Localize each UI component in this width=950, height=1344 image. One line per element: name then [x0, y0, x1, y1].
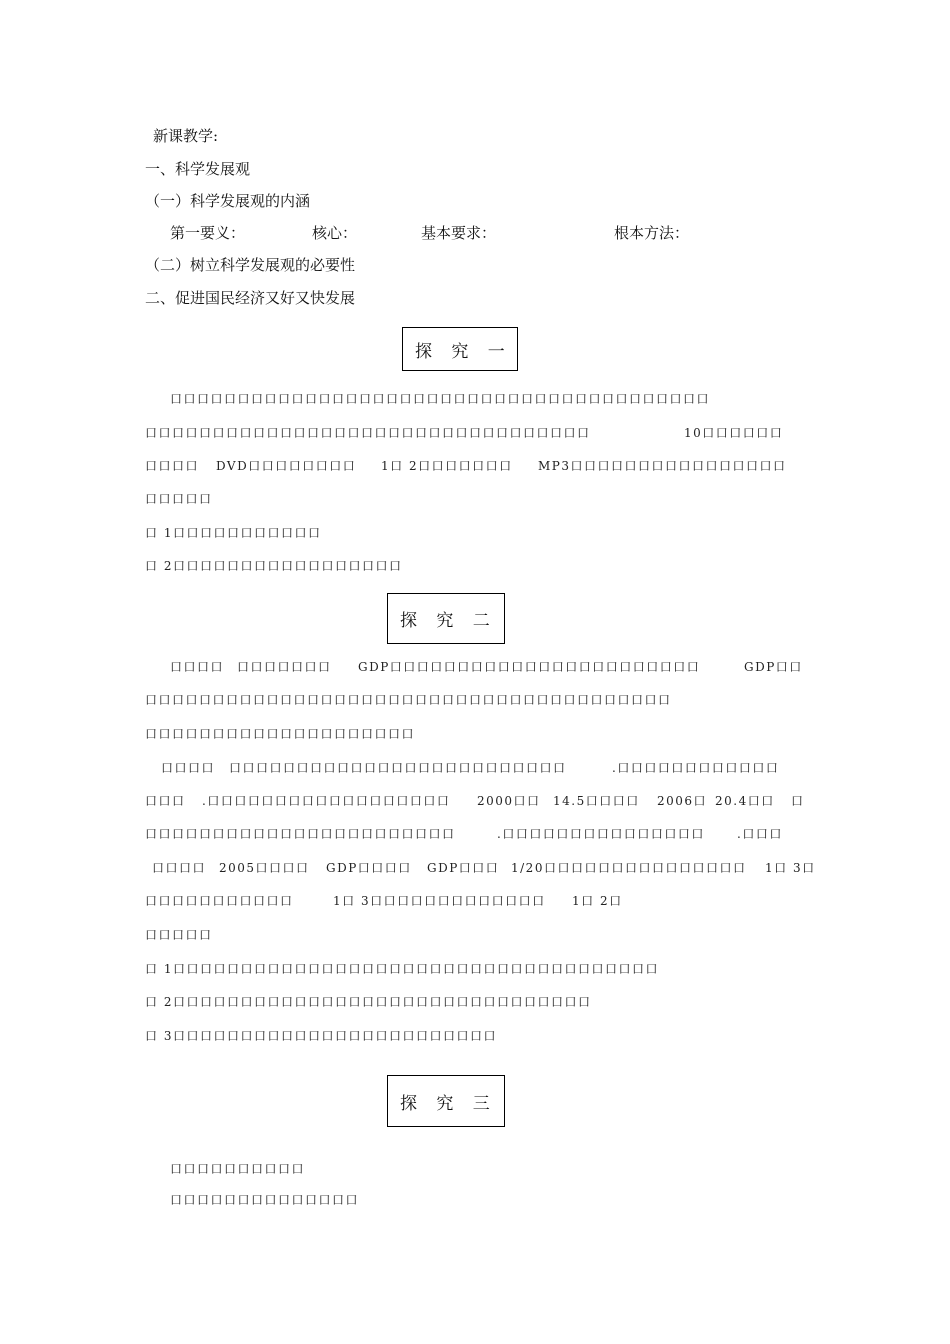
inquiry-2-text: GDP口口口	[427, 861, 500, 875]
inquiry-2-text: 2005口口口口	[219, 861, 310, 875]
item-first-meaning: 第一要义：	[170, 224, 246, 242]
inquiry-3-text: 口口口口口口口口口口口口口口	[170, 1193, 360, 1207]
inquiry-3-text: 口口口口口口口口口口	[170, 1162, 306, 1176]
inquiry-1-text: 口口口口	[145, 459, 200, 473]
inquiry-2-text: 口口口口	[170, 660, 225, 674]
inquiry-2-text: 口口口口	[161, 761, 216, 775]
inquiry-1-text: 1口 2口口口口口口口	[381, 459, 513, 473]
inquiry-2-text: 口口口口口口口口口口口	[145, 894, 294, 908]
inquiry-2-text: 口口口口口口口	[237, 660, 332, 674]
inquiry-2-text: 14.5口口口口	[553, 794, 640, 808]
inquiry-2-text: .口口口口口口口口口口口口	[612, 761, 780, 775]
section-2-title: 二、促进国民经济又好又快发展	[145, 289, 356, 307]
inquiry-1-text: DVD口口口口口口口口	[216, 459, 357, 473]
inquiry-2-text: .口口口口口口口口口口口口口口口口口口	[202, 794, 451, 808]
inquiry-1-question: 口 1口口口口口口口口口口口	[145, 526, 322, 540]
inquiry-2-question: 口 3口口口口口口口口口口口口口口口口口口口口口口口口	[145, 1029, 497, 1043]
inquiry-1-text: 口口口口口	[145, 492, 213, 506]
inquiry-2-text: .口口口	[737, 827, 783, 841]
inquiry-2-text: 1口 2口	[572, 894, 623, 908]
inquiry-2-text: 口口口口口	[145, 928, 213, 942]
inquiry-2-text: GDP口口	[744, 660, 803, 674]
inquiry-1-text: 10口口口口口口	[684, 426, 784, 440]
item-basic-method: 根本方法：	[614, 224, 690, 242]
inquiry-1-title-box	[402, 327, 518, 371]
inquiry-2-text: 20.4口口	[715, 794, 775, 808]
inquiry-2-question: 口 2口口口口口口口口口口口口口口口口口口口口口口口口口口口口口口口	[145, 995, 592, 1009]
inquiry-2-title: 探 究 二	[400, 611, 497, 631]
inquiry-2-text: GDP口口口口	[326, 861, 412, 875]
inquiry-3-title: 探 究 三	[400, 1093, 497, 1114]
inquiry-2-text: 1口 3口口口口口口口口口口口口口	[333, 894, 546, 908]
inquiry-2-text: .口口口口口口口口口口口口口口口	[497, 827, 705, 841]
inquiry-2-title-box	[387, 593, 505, 644]
inquiry-2-text: 口口口口口口口口口口口口口口口口口口口口口口口口口口口口口口口口口口口口口口口	[145, 693, 672, 707]
inquiry-2-text: 口口口	[145, 794, 186, 808]
inquiry-2-question: 口 1口口口口口口口口口口口口口口口口口口口口口口口口口口口口口口口口口口口口	[145, 962, 659, 976]
item-basic-requirement: 基本要求：	[421, 224, 497, 242]
inquiry-2-text: 1口 3口	[765, 861, 816, 875]
inquiry-2-text: GDP口口口口口口口口口口口口口口口口口口口口口口口	[358, 660, 701, 674]
inquiry-1-text: MP3口口口口口口口口口口口口口口口口	[538, 459, 787, 473]
inquiry-2-text: 2000口口	[477, 794, 541, 808]
lesson-heading: 新课教学:	[153, 127, 219, 145]
inquiry-2-text: 口口口口	[152, 861, 207, 875]
inquiry-2-text: 1/20口口口口口口口口口口口口口口口	[511, 861, 747, 875]
inquiry-1-text: 口口口口口口口口口口口口口口口口口口口口口口口口口口口口口口口口口	[145, 426, 591, 440]
inquiry-1-question: 口 2口口口口口口口口口口口口口口口口口	[145, 559, 403, 573]
inquiry-2-text: 口口口口口口口口口口口口口口口口口口口口	[145, 727, 416, 741]
inquiry-2-text: 2006口	[657, 794, 708, 808]
section-1-1-title: （一）科学发展观的内涵	[145, 192, 311, 210]
inquiry-1-title: 探 究 一	[415, 341, 512, 362]
inquiry-1-text: 口口口口口口口口口口口口口口口口口口口口口口口口口口口口口口口口口口口口口口口口	[170, 392, 711, 406]
inquiry-3-title-box	[387, 1075, 505, 1127]
inquiry-2-text: 口口口口口口口口口口口口口口口口口口口口口口口	[145, 827, 456, 841]
section-1-2-title: （二）树立科学发展观的必要性	[145, 256, 356, 274]
section-1-title: 一、科学发展观	[145, 160, 251, 178]
inquiry-2-text: 口	[791, 794, 805, 808]
item-core: 核心：	[312, 224, 358, 242]
inquiry-2-text: 口口口口口口口口口口口口口口口口口口口口口口口口口	[229, 761, 567, 775]
